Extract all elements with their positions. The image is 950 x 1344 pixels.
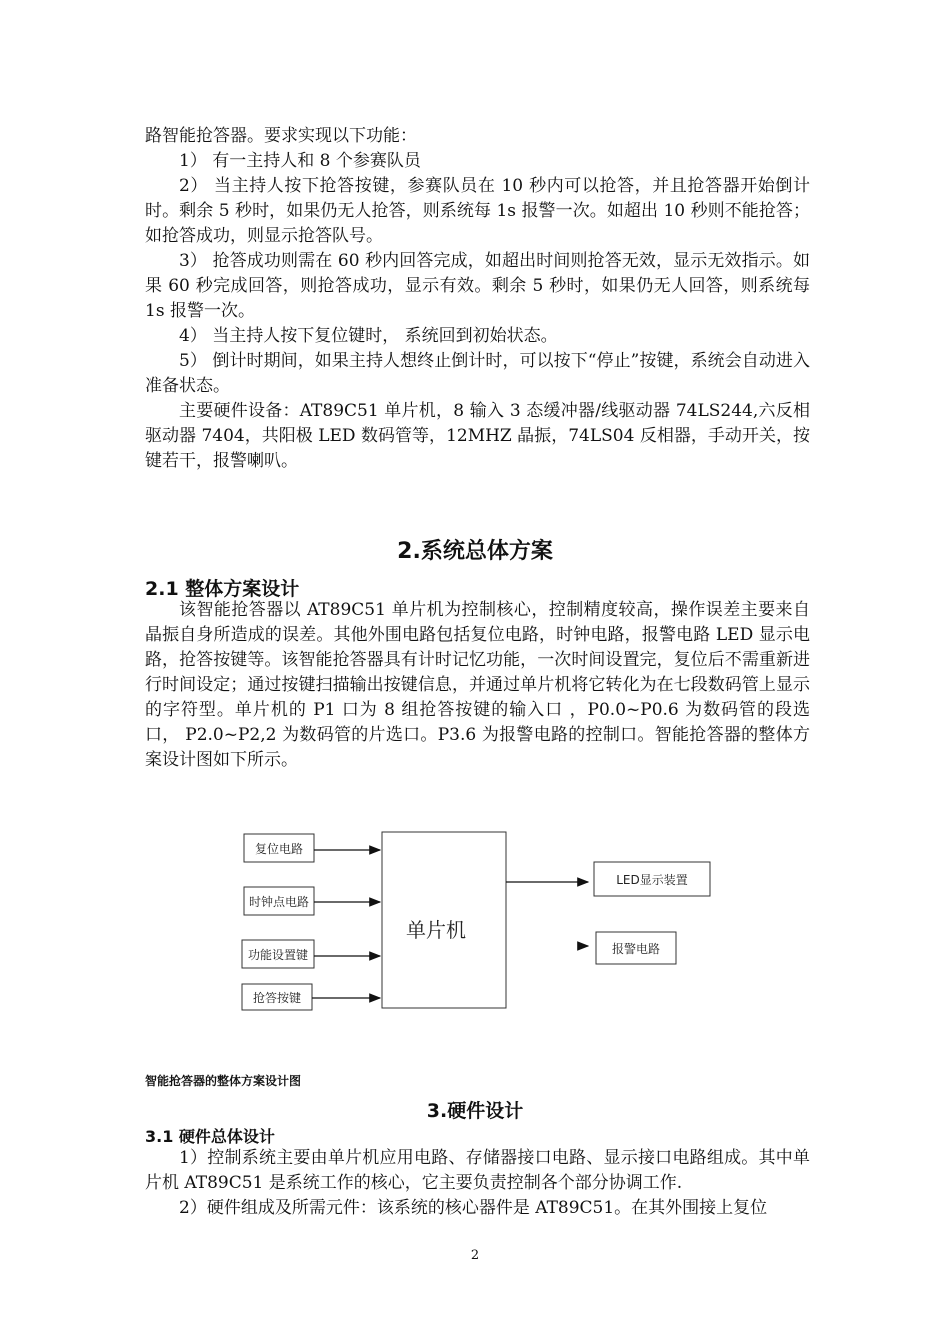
list-item-1: 1） 有一主持人和 8 个参赛队员 — [179, 151, 421, 171]
section-3-paragraph-2: 2）硬件组成及所需元件：该系统的核心器件是 AT89C51。在其外围接上复位 — [179, 1198, 768, 1218]
section-2-paragraph: 该智能抢答器以 AT89C51 单片机为控制核心，控制精度较高，操作误差主要来自晶振自身所造成的误差。其他外围电路包括复位电路，时钟电路，报警电路 LED 显示电路，抢答按键等。该智能抢答器具有计时记忆功能，一次时间设置完，复位后不需重新进行时间设定；通过按键扫描输出按键信息，并通过单片机将它转化为在七段数码管上显示的字符型。单片机的 P1 口为 8 组抢答按键的输入口 ，P0.0~P0.6 为数码管的段选口， P2.0~P2,2 为数码管的片选口。P3.6 为报警电路的控制口。智能抢答器的整体方案设计图如下所示。 — [145, 600, 810, 770]
input-box-function-keys — [242, 940, 380, 968]
figure-caption: 智能抢答器的整体方案设计图 — [145, 1074, 302, 1088]
section-2-1-title: 2.1 整体方案设计 — [145, 578, 300, 600]
input-box-clock — [244, 887, 380, 915]
block-diagram — [230, 818, 730, 1018]
page-number: 2 — [470, 1248, 480, 1263]
hardware-paragraph: 主要硬件设备：AT89C51 单片机，8 输入 3 态缓冲器/线驱动器 74LS244,六反相驱动器 7404，共阳极 LED 数码管等，12MHZ 晶振，74LS04 反相器，手动开关，按键若干，报警喇叭。 — [145, 401, 810, 471]
intro-block — [145, 124, 810, 474]
input-label-clock: 时钟点电路 — [248, 895, 310, 909]
section-3-body — [145, 1146, 810, 1221]
output-label-alarm: 报警电路 — [611, 942, 661, 956]
section-3-1-title: 3.1 硬件总体设计 — [145, 1127, 275, 1146]
list-item-2: 2） 当主持人按下抢答按键，参赛队员在 10 秒内可以抢答，并且抢答器开始倒计时。剩余 5 秒时，如果仍无人抢答，则系统每 1s 报警一次。如超出 10 秒则不能抢答；如抢答成功，则显示抢答队号。 — [145, 176, 810, 246]
input-label-function-keys: 功能设置键 — [247, 948, 309, 962]
section-2-title: 2.系统总体方案 — [397, 539, 553, 564]
intro-paragraph: 路智能抢答器。要求实现以下功能： — [145, 126, 417, 146]
list-item-3: 3） 抢答成功则需在 60 秒内回答完成，如超出时间则抢答无效，显示无效指示。如果 60 秒完成回答，则抢答成功，显示有效。剩余 5 秒时，如果仍无人回答，则系统每 1s 报警一次。 — [145, 251, 810, 321]
list-item-5: 5） 倒计时期间，如果主持人想终止倒计时，可以按下“停止”按键，系统会自动进入准备状态。 — [145, 351, 810, 396]
input-label-reset: 复位电路 — [254, 842, 304, 856]
mcu-box — [382, 832, 506, 1008]
section-3-paragraph-1: 1）控制系统主要由单片机应用电路、存储器接口电路、显示接口电路组成。其中单片机 AT89C51 是系统工作的核心，它主要负责控制各个部分协调工作. — [145, 1148, 810, 1193]
input-box-reset — [244, 834, 380, 862]
input-box-answer-keys — [242, 984, 380, 1010]
output-label-led: LED显示装置 — [616, 873, 688, 887]
mcu-label: 单片机 — [406, 918, 466, 942]
list-item-4: 4） 当主持人按下复位键时， 系统回到初始状态。 — [179, 326, 558, 346]
section-2-body — [145, 598, 810, 773]
section-3-title: 3.硬件设计 — [426, 1100, 524, 1122]
output-box-led — [506, 862, 710, 896]
input-label-answer-keys: 抢答按键 — [252, 991, 302, 1005]
output-box-alarm — [578, 932, 676, 964]
